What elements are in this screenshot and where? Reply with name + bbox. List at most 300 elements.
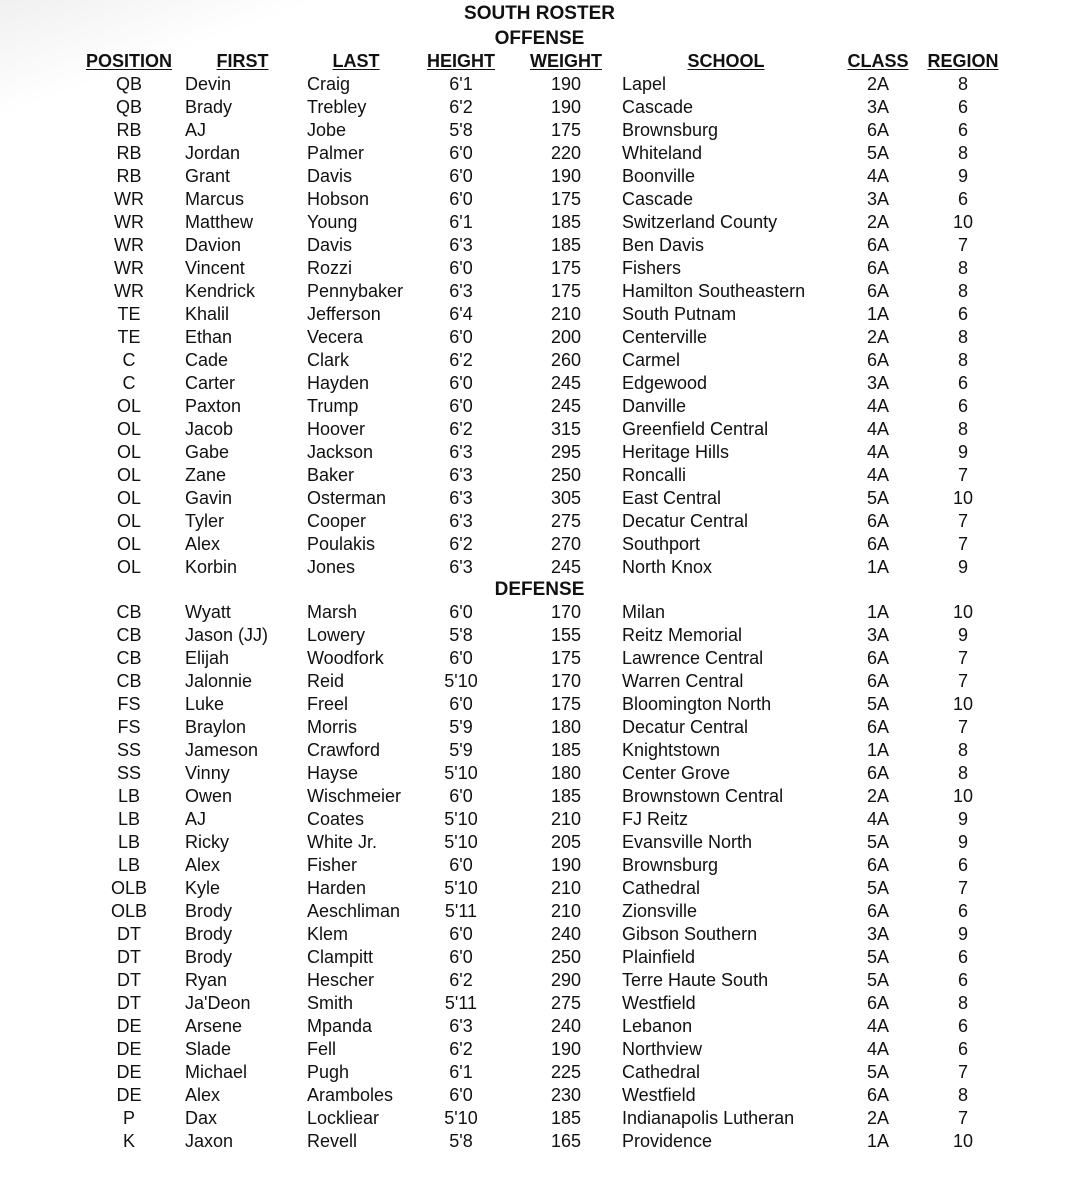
weight-cell: 225	[550, 1062, 582, 1082]
first-name-cell: Brody	[185, 947, 233, 967]
height-cell: 6'0	[449, 1085, 473, 1105]
column-header-position: POSITION	[86, 51, 173, 71]
position-cell: WR	[114, 189, 144, 209]
last-name-cell: Woodfork	[307, 648, 384, 668]
position-cell: QB	[115, 74, 142, 94]
weight-cell: 185	[550, 740, 582, 760]
position-cell: OL	[116, 442, 141, 462]
position-cell: RB	[116, 166, 142, 186]
class-cell: 1A	[866, 557, 890, 577]
weight-cell: 270	[550, 534, 582, 554]
class-cell: 6A	[866, 350, 890, 370]
height-cell: 5'8	[449, 1131, 473, 1151]
school-cell: Carmel	[622, 350, 681, 370]
region-cell: 9	[957, 442, 968, 462]
last-name-cell: Lockliear	[307, 1108, 380, 1128]
region-cell: 8	[957, 763, 968, 783]
first-name-cell: Cade	[185, 350, 229, 370]
height-cell: 6'2	[449, 534, 473, 554]
position-cell: SS	[116, 740, 141, 760]
table-row	[0, 96, 1079, 119]
last-name-cell: Clark	[307, 350, 350, 370]
class-cell: 6A	[866, 993, 890, 1013]
class-cell: 5A	[866, 947, 890, 967]
position-cell: DT	[117, 924, 141, 944]
weight-cell: 250	[550, 947, 582, 967]
school-cell: Cathedral	[622, 878, 701, 898]
position-cell: OL	[116, 511, 141, 531]
table-row	[0, 556, 1079, 579]
position-cell: C	[122, 373, 136, 393]
school-cell: Westfield	[622, 1085, 696, 1105]
last-name-cell: Hobson	[307, 189, 370, 209]
school-cell: Lebanon	[622, 1016, 693, 1036]
weight-cell: 275	[550, 511, 582, 531]
region-cell: 7	[957, 534, 968, 554]
table-row	[0, 900, 1079, 923]
first-name-cell: Marcus	[185, 189, 245, 209]
first-name-cell: Elijah	[185, 648, 230, 668]
weight-cell: 315	[550, 419, 582, 439]
height-cell: 6'0	[449, 648, 473, 668]
region-cell: 9	[957, 809, 968, 829]
table-row	[0, 119, 1079, 142]
last-name-cell: Reid	[307, 671, 345, 691]
school-cell: Northview	[622, 1039, 703, 1059]
school-cell: Roncalli	[622, 465, 687, 485]
class-cell: 3A	[866, 373, 890, 393]
weight-cell: 170	[550, 671, 582, 691]
school-cell: Centerville	[622, 327, 708, 347]
class-cell: 6A	[866, 671, 890, 691]
height-cell: 6'3	[449, 442, 473, 462]
school-cell: Edgewood	[622, 373, 708, 393]
region-cell: 8	[957, 258, 968, 278]
school-cell: Cascade	[622, 97, 694, 117]
position-cell: LB	[117, 786, 141, 806]
region-cell: 7	[957, 671, 968, 691]
weight-cell: 180	[550, 763, 582, 783]
last-name-cell: Aramboles	[307, 1085, 394, 1105]
height-cell: 6'0	[449, 855, 473, 875]
height-cell: 5'10	[444, 671, 478, 691]
region-cell: 8	[957, 143, 968, 163]
table-row	[0, 716, 1079, 739]
region-cell: 10	[952, 694, 974, 714]
school-cell: Hamilton Southeastern	[622, 281, 806, 301]
table-row	[0, 349, 1079, 372]
weight-cell: 260	[550, 350, 582, 370]
class-cell: 4A	[866, 1016, 890, 1036]
weight-cell: 185	[550, 212, 582, 232]
last-name-cell: Young	[307, 212, 358, 232]
school-cell: Center Grove	[622, 763, 731, 783]
region-cell: 7	[957, 465, 968, 485]
position-cell: QB	[115, 97, 142, 117]
table-row	[0, 624, 1079, 647]
weight-cell: 190	[550, 166, 582, 186]
defense-table	[0, 601, 1079, 1153]
last-name-cell: Harden	[307, 878, 367, 898]
last-name-cell: Coates	[307, 809, 365, 829]
position-cell: OLB	[110, 901, 148, 921]
class-cell: 6A	[866, 648, 890, 668]
table-row	[0, 831, 1079, 854]
weight-cell: 245	[550, 373, 582, 393]
weight-cell: 185	[550, 1108, 582, 1128]
height-cell: 6'0	[449, 396, 473, 416]
class-cell: 6A	[866, 281, 890, 301]
first-name-cell: Jalonnie	[185, 671, 253, 691]
column-header-region: REGION	[927, 51, 999, 71]
position-cell: WR	[114, 258, 144, 278]
position-cell: OL	[116, 419, 141, 439]
first-name-cell: Ja'Deon	[185, 993, 251, 1013]
table-row	[0, 693, 1079, 716]
table-row	[0, 441, 1079, 464]
region-cell: 10	[952, 786, 974, 806]
region-cell: 8	[957, 327, 968, 347]
height-cell: 6'3	[449, 511, 473, 531]
first-name-cell: Vinny	[185, 763, 230, 783]
school-cell: Zionsville	[622, 901, 698, 921]
table-row	[0, 418, 1079, 441]
table-row	[0, 188, 1079, 211]
weight-cell: 305	[550, 488, 582, 508]
height-cell: 5'10	[444, 809, 478, 829]
first-name-cell: Braylon	[185, 717, 247, 737]
position-cell: RB	[116, 120, 142, 140]
height-cell: 5'9	[449, 717, 473, 737]
last-name-cell: Pugh	[307, 1062, 350, 1082]
region-cell: 6	[957, 1016, 968, 1036]
region-cell: 7	[957, 511, 968, 531]
position-cell: DE	[116, 1039, 142, 1059]
position-cell: WR	[114, 235, 144, 255]
school-cell: Indianapolis Lutheran	[622, 1108, 795, 1128]
page-title: SOUTH ROSTER	[464, 3, 615, 24]
last-name-cell: Hescher	[307, 970, 375, 990]
last-name-cell: Pennybaker	[307, 281, 404, 301]
height-cell: 5'10	[444, 832, 478, 852]
school-cell: Terre Haute South	[622, 970, 769, 990]
height-cell: 5'10	[444, 763, 478, 783]
first-name-cell: Jordan	[185, 143, 241, 163]
first-name-cell: Michael	[185, 1062, 248, 1082]
school-cell: Greenfield Central	[622, 419, 769, 439]
school-cell: North Knox	[622, 557, 713, 577]
class-cell: 4A	[866, 1039, 890, 1059]
weight-cell: 210	[550, 304, 582, 324]
table-row	[0, 211, 1079, 234]
region-cell: 6	[957, 189, 968, 209]
weight-cell: 250	[550, 465, 582, 485]
school-cell: Plainfield	[622, 947, 696, 967]
last-name-cell: Jackson	[307, 442, 374, 462]
region-cell: 10	[952, 488, 974, 508]
school-cell: Boonville	[622, 166, 696, 186]
region-cell: 6	[957, 304, 968, 324]
position-cell: P	[122, 1108, 135, 1128]
weight-cell: 240	[550, 924, 582, 944]
first-name-cell: Gavin	[185, 488, 233, 508]
table-row	[0, 464, 1079, 487]
school-cell: Gibson Southern	[622, 924, 758, 944]
height-cell: 6'2	[449, 970, 473, 990]
position-cell: C	[122, 350, 136, 370]
last-name-cell: Osterman	[307, 488, 387, 508]
school-cell: Danville	[622, 396, 687, 416]
weight-cell: 240	[550, 1016, 582, 1036]
school-cell: Lawrence Central	[622, 648, 764, 668]
height-cell: 6'2	[449, 97, 473, 117]
last-name-cell: Fisher	[307, 855, 358, 875]
table-row	[0, 234, 1079, 257]
column-header-height: HEIGHT	[426, 51, 495, 71]
school-cell: Evansville North	[622, 832, 753, 852]
region-cell: 6	[957, 1039, 968, 1059]
class-cell: 1A	[866, 304, 890, 324]
first-name-cell: Zane	[185, 465, 227, 485]
table-row	[0, 1038, 1079, 1061]
table-row	[0, 372, 1079, 395]
position-cell: TE	[117, 304, 141, 324]
last-name-cell: Smith	[307, 993, 354, 1013]
region-cell: 7	[957, 1062, 968, 1082]
position-cell: DE	[116, 1016, 142, 1036]
height-cell: 5'10	[444, 878, 478, 898]
height-cell: 6'0	[449, 694, 473, 714]
position-cell: FS	[117, 694, 141, 714]
first-name-cell: Jaxon	[185, 1131, 234, 1151]
first-name-cell: Arsene	[185, 1016, 243, 1036]
region-cell: 10	[952, 1131, 974, 1151]
last-name-cell: Rozzi	[307, 258, 353, 278]
first-name-cell: Alex	[185, 855, 221, 875]
school-cell: Switzerland County	[622, 212, 778, 232]
table-row	[0, 73, 1079, 96]
region-cell: 6	[957, 373, 968, 393]
first-name-cell: Owen	[185, 786, 233, 806]
class-cell: 3A	[866, 97, 890, 117]
height-cell: 5'8	[449, 120, 473, 140]
first-name-cell: Luke	[185, 694, 225, 714]
table-row	[0, 1015, 1079, 1038]
last-name-cell: Freel	[307, 694, 349, 714]
school-cell: FJ Reitz	[622, 809, 689, 829]
last-name-cell: Poulakis	[307, 534, 376, 554]
class-cell: 4A	[866, 166, 890, 186]
position-cell: OL	[116, 396, 141, 416]
weight-cell: 210	[550, 901, 582, 921]
weight-cell: 210	[550, 809, 582, 829]
region-cell: 6	[957, 970, 968, 990]
column-header-class: CLASS	[847, 51, 909, 71]
table-row	[0, 647, 1079, 670]
weight-cell: 210	[550, 878, 582, 898]
first-name-cell: Jameson	[185, 740, 259, 760]
last-name-cell: Trump	[307, 396, 359, 416]
table-row	[0, 510, 1079, 533]
offense-table	[0, 73, 1079, 579]
first-name-cell: Alex	[185, 1085, 221, 1105]
weight-cell: 220	[550, 143, 582, 163]
table-row	[0, 670, 1079, 693]
region-cell: 8	[957, 419, 968, 439]
class-cell: 5A	[866, 970, 890, 990]
position-cell: FS	[117, 717, 141, 737]
class-cell: 2A	[866, 1108, 890, 1128]
class-cell: 2A	[866, 212, 890, 232]
region-cell: 9	[957, 832, 968, 852]
region-cell: 9	[957, 557, 968, 577]
last-name-cell: Hayden	[307, 373, 370, 393]
class-cell: 4A	[866, 419, 890, 439]
weight-cell: 190	[550, 97, 582, 117]
school-cell: Decatur Central	[622, 717, 749, 737]
class-cell: 4A	[866, 809, 890, 829]
last-name-cell: White Jr.	[307, 832, 378, 852]
region-cell: 7	[957, 1108, 968, 1128]
last-name-cell: Mpanda	[307, 1016, 373, 1036]
height-cell: 6'2	[449, 350, 473, 370]
height-cell: 6'3	[449, 1016, 473, 1036]
first-name-cell: Kendrick	[185, 281, 256, 301]
region-cell: 7	[957, 648, 968, 668]
height-cell: 6'4	[449, 304, 473, 324]
defense-section-title: DEFENSE	[494, 579, 585, 600]
height-cell: 6'0	[449, 947, 473, 967]
last-name-cell: Davis	[307, 235, 353, 255]
weight-cell: 170	[550, 602, 582, 622]
region-cell: 6	[957, 120, 968, 140]
table-row	[0, 969, 1079, 992]
region-cell: 8	[957, 350, 968, 370]
first-name-cell: Khalil	[185, 304, 230, 324]
position-cell: TE	[117, 327, 141, 347]
position-cell: LB	[117, 855, 141, 875]
weight-cell: 185	[550, 235, 582, 255]
first-name-cell: Brody	[185, 924, 233, 944]
region-cell: 6	[957, 396, 968, 416]
school-cell: Reitz Memorial	[622, 625, 743, 645]
region-cell: 9	[957, 166, 968, 186]
last-name-cell: Jobe	[307, 120, 347, 140]
first-name-cell: Brady	[185, 97, 233, 117]
first-name-cell: Jacob	[185, 419, 234, 439]
class-cell: 5A	[866, 143, 890, 163]
school-cell: Knightstown	[622, 740, 721, 760]
height-cell: 6'3	[449, 281, 473, 301]
first-name-cell: Grant	[185, 166, 231, 186]
weight-cell: 200	[550, 327, 582, 347]
offense-section-title: OFFENSE	[494, 28, 585, 49]
weight-cell: 190	[550, 74, 582, 94]
last-name-cell: Revell	[307, 1131, 358, 1151]
first-name-cell: Wyatt	[185, 602, 231, 622]
region-cell: 6	[957, 855, 968, 875]
last-name-cell: Aeschliman	[307, 901, 401, 921]
school-cell: Lapel	[622, 74, 667, 94]
last-name-cell: Jones	[307, 557, 356, 577]
weight-cell: 175	[550, 648, 582, 668]
first-name-cell: Matthew	[185, 212, 254, 232]
school-cell: Westfield	[622, 993, 696, 1013]
table-row	[0, 1130, 1079, 1153]
first-name-cell: Ethan	[185, 327, 233, 347]
table-row	[0, 257, 1079, 280]
last-name-cell: Hayse	[307, 763, 359, 783]
last-name-cell: Marsh	[307, 602, 358, 622]
height-cell: 6'0	[449, 327, 473, 347]
class-cell: 6A	[866, 901, 890, 921]
last-name-cell: Palmer	[307, 143, 365, 163]
position-cell: CB	[116, 671, 142, 691]
class-cell: 5A	[866, 832, 890, 852]
table-row	[0, 854, 1079, 877]
table-row	[0, 739, 1079, 762]
position-cell: OL	[116, 557, 141, 577]
class-cell: 1A	[866, 602, 890, 622]
last-name-cell: Wischmeier	[307, 786, 402, 806]
school-cell: Brownsburg	[622, 120, 719, 140]
region-cell: 8	[957, 1085, 968, 1105]
table-row	[0, 808, 1079, 831]
last-name-cell: Craig	[307, 74, 351, 94]
last-name-cell: Klem	[307, 924, 349, 944]
first-name-cell: Alex	[185, 534, 221, 554]
weight-cell: 290	[550, 970, 582, 990]
first-name-cell: Slade	[185, 1039, 232, 1059]
height-cell: 6'3	[449, 488, 473, 508]
region-cell: 6	[957, 947, 968, 967]
first-name-cell: Brody	[185, 901, 233, 921]
region-cell: 10	[952, 212, 974, 232]
region-cell: 8	[957, 993, 968, 1013]
class-cell: 6A	[866, 855, 890, 875]
height-cell: 6'0	[449, 166, 473, 186]
first-name-cell: Davion	[185, 235, 242, 255]
class-cell: 6A	[866, 120, 890, 140]
last-name-cell: Cooper	[307, 511, 367, 531]
class-cell: 5A	[866, 878, 890, 898]
first-name-cell: Kyle	[185, 878, 221, 898]
class-cell: 5A	[866, 488, 890, 508]
school-cell: South Putnam	[622, 304, 737, 324]
region-cell: 7	[957, 717, 968, 737]
last-name-cell: Jefferson	[307, 304, 381, 324]
position-cell: DT	[117, 970, 141, 990]
table-row	[0, 487, 1079, 510]
last-name-cell: Lowery	[307, 625, 366, 645]
last-name-cell: Crawford	[307, 740, 381, 760]
table-row	[0, 762, 1079, 785]
region-cell: 9	[957, 625, 968, 645]
height-cell: 5'8	[449, 625, 473, 645]
position-cell: CB	[116, 648, 142, 668]
weight-cell: 295	[550, 442, 582, 462]
position-cell: DT	[117, 947, 141, 967]
table-row	[0, 533, 1079, 556]
region-cell: 7	[957, 878, 968, 898]
first-name-cell: Devin	[185, 74, 232, 94]
weight-cell: 165	[550, 1131, 582, 1151]
table-row	[0, 992, 1079, 1015]
table-row	[0, 785, 1079, 808]
first-name-cell: Tyler	[185, 511, 225, 531]
first-name-cell: Paxton	[185, 396, 242, 416]
column-header-last: LAST	[332, 51, 380, 71]
